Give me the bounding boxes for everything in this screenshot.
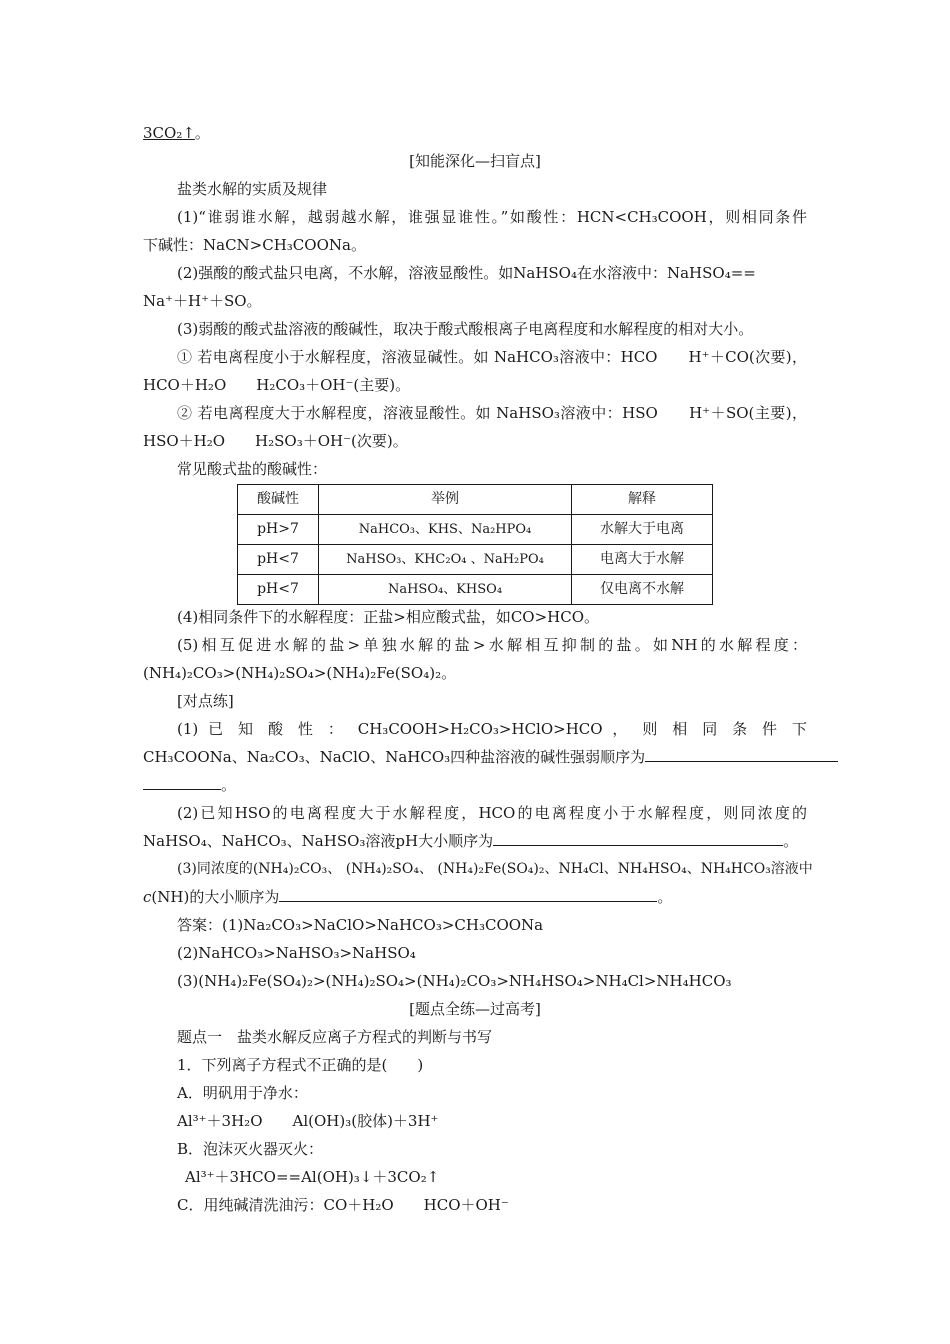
answer-blank	[645, 747, 838, 762]
table-row	[238, 575, 713, 605]
question-2-line-2: NaHSO₄、NaHCO₃、NaHSO₃溶液pH大小顺序为 。	[143, 832, 799, 850]
topic-title: 盐类水解的实质及规律	[177, 180, 328, 198]
paragraph-3-case-2-line-2: HSO＋H₂O H₂SO₃＋OH⁻(次要)。	[143, 432, 408, 450]
option-a-equation: Al³⁺＋3H₂O Al(OH)₃(胶体)＋3H⁺	[177, 1112, 439, 1130]
paragraph-2-line-2: Na⁺＋H⁺＋SO。	[143, 292, 262, 310]
paragraph-1-line-1: (1)“谁弱谁水解，越弱越水解，谁强显谁性。”如酸性：HCN<CH₃COOH，则相同条件	[177, 208, 807, 226]
table-header-cell: 举例	[319, 485, 572, 515]
section-heading-deepen: [知能深化—扫盲点]	[409, 152, 541, 170]
table-cell: NaHSO₄、KHSO₄	[319, 575, 572, 605]
option-c: C．用纯碱清洗油污：CO＋H₂O HCO＋OH⁻	[177, 1196, 509, 1214]
table-header-cell: 酸碱性	[238, 485, 319, 515]
table-intro: 常见酸式盐的酸碱性：	[177, 460, 328, 478]
paragraph-5-line-1: (5)相互促进水解的盐>单独水解的盐>水解相互抑制的盐。如NH的水解程度：	[177, 636, 807, 654]
table-cell: 电离大于水解	[572, 545, 713, 575]
question-2-line-1: (2)已知HSO的电离程度大于水解程度，HCO的电离程度小于水解程度，则同浓度的	[177, 804, 807, 822]
answer-line-3: (3)(NH₄)₂Fe(SO₄)₂>(NH₄)₂SO₄>(NH₄)₂CO₃>NH₄HSO₄>NH₄Cl>NH₄HCO₃	[177, 972, 732, 990]
table-header-cell: 解释	[572, 485, 713, 515]
question-1-line-1: (1) 已 知 酸 性 ： CH₃COOH>H₂CO₃>HClO>HCO ， 则 相 同 条 件 下	[177, 720, 807, 738]
question-1-line-2: CH₃COONa、Na₂CO₃、NaClO、NaHCO₃四种盐溶液的碱性强弱顺序为	[143, 747, 838, 767]
acid-salt-table	[237, 484, 713, 605]
table-header-row	[238, 485, 713, 515]
table-row	[238, 545, 713, 575]
question-1-line-3: 。	[143, 775, 236, 795]
practice-heading: [对点练]	[177, 692, 234, 710]
paragraph-5-line-2: (NH₄)₂CO₃>(NH₄)₂SO₄>(NH₄)₂Fe(SO₄)₂。	[143, 664, 457, 682]
paragraph-3-case-2-line-1: ② 若电离程度大于水解程度，溶液显酸性。如 NaHSO₃溶液中：HSO H⁺＋SO(主要)，	[177, 404, 807, 422]
question-3-line-2: c(NH)的大小顺序为 。	[143, 888, 673, 906]
table-cell: pH<7	[238, 545, 319, 575]
table-cell: 水解大于电离	[572, 515, 713, 545]
answer-line-1: 答案：(1)Na₂CO₃>NaClO>NaHCO₃>CH₃COONa	[177, 916, 544, 934]
table-row	[238, 515, 713, 545]
continuation-line: 3CO₂↑。	[143, 124, 210, 142]
paragraph-3: (3)弱酸的酸式盐溶液的酸碱性，取决于酸式酸根离子电离程度和水解程度的相对大小。	[177, 320, 754, 338]
option-b: B．泡沫灭火器灭火：	[177, 1140, 324, 1158]
table-cell: pH>7	[238, 515, 319, 545]
question-3-line-1: (3)同浓度的(NH₄)₂CO₃、 (NH₄)₂SO₄、 (NH₄)₂Fe(SO₄)₂、NH₄Cl、NH₄HSO₄、NH₄HCO₃溶液中	[177, 861, 813, 877]
answer-blank	[493, 831, 783, 846]
answer-blank	[279, 887, 657, 902]
paragraph-3-case-1-line-1: ① 若电离程度小于水解程度，溶液显碱性。如 NaHCO₃溶液中：HCO H⁺＋CO(次要)，	[177, 348, 807, 366]
table-cell: 仅电离不水解	[572, 575, 713, 605]
option-a: A．明矾用于净水：	[177, 1084, 308, 1102]
answer-blank	[143, 775, 221, 790]
topic-1-title: 题点一 盐类水解反应离子方程式的判断与书写	[177, 1028, 493, 1046]
table-cell: NaHCO₃、KHS、Na₂HPO₄	[319, 515, 572, 545]
equation-fragment: 3CO₂↑	[143, 124, 195, 142]
paragraph-3-case-1-line-2: HCO＋H₂O H₂CO₃＋OH⁻(主要)。	[143, 376, 411, 394]
table-cell: NaHSO₃、KHC₂O₄ 、NaH₂PO₄	[319, 545, 572, 575]
answer-line-2: (2)NaHCO₃>NaHSO₃>NaHSO₄	[177, 944, 416, 962]
paragraph-2-line-1: (2)强酸的酸式盐只电离，不水解，溶液显酸性。如NaHSO₄在水溶液中：NaHSO₄==	[177, 264, 756, 282]
table-cell: pH<7	[238, 575, 319, 605]
paragraph-1-line-2: 下碱性：NaCN>CH₃COONa。	[143, 236, 366, 254]
paragraph-4: (4)相同条件下的水解程度：正盐>相应酸式盐，如CO>HCO。	[177, 608, 600, 626]
question-stem: 1．下列离子方程式不正确的是( )	[177, 1056, 424, 1074]
option-b-equation: Al³⁺＋3HCO==Al(OH)₃↓＋3CO₂↑	[185, 1168, 440, 1186]
section-heading-exam: [题点全练—过高考]	[409, 1000, 541, 1018]
